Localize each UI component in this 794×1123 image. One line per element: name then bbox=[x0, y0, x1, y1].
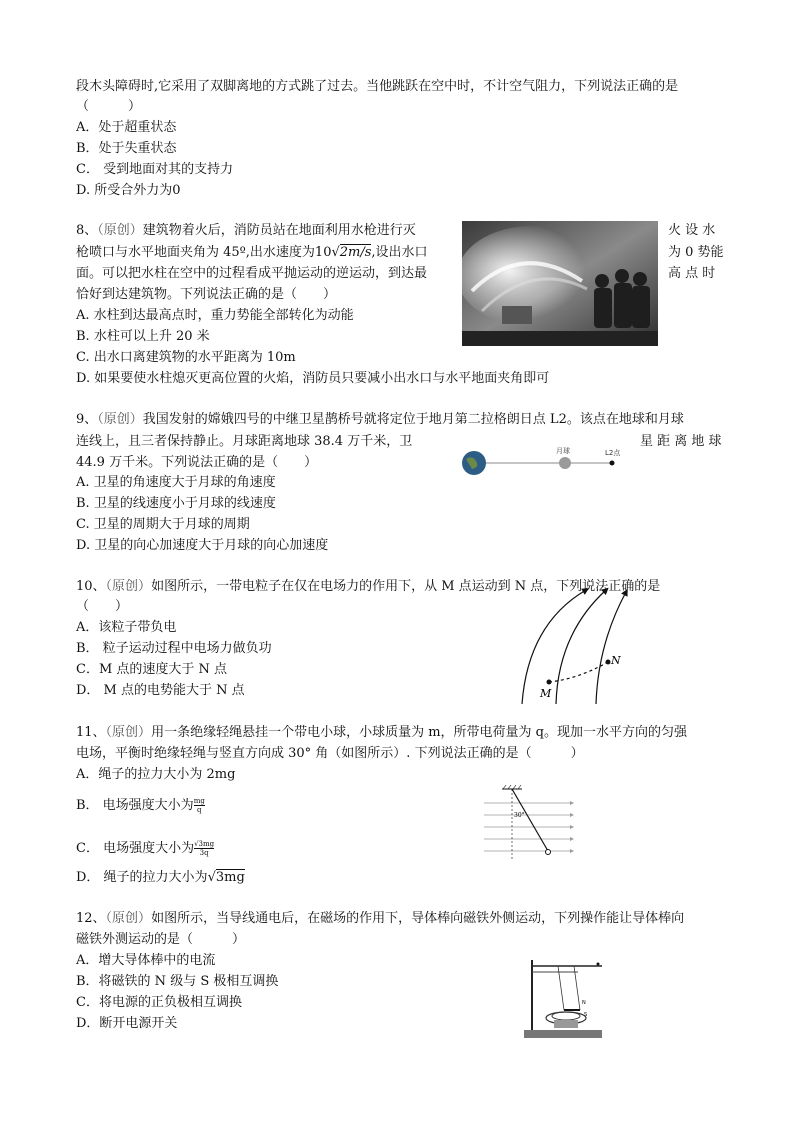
q10-option-d: D． M 点的电势能大于 N 点 bbox=[76, 683, 245, 698]
q11-option-b-fraction bbox=[194, 797, 205, 814]
q8-stem-line1 bbox=[76, 222, 416, 240]
q8-stem-line2 bbox=[76, 244, 428, 262]
magnet-conductor-apparatus bbox=[518, 952, 608, 1040]
q10-number: 10、 bbox=[76, 579, 106, 594]
moon-label: 月球 bbox=[556, 447, 570, 455]
l2-point-icon bbox=[610, 461, 615, 466]
q11-option-c bbox=[76, 840, 214, 858]
q8-source-tag: （原创） bbox=[97, 223, 143, 238]
sqrt-symbol: √ bbox=[331, 245, 340, 260]
q10-option-a: A．该粒子带负电 bbox=[76, 620, 177, 635]
q8-stem-text: 建筑物着火后，消防员站在地面利用水枪进行灭 bbox=[142, 223, 416, 238]
q11-number: 11、 bbox=[76, 725, 106, 740]
q7-stem-line1: 段木头障碍时,它采用了双脚离地的方式跳了过去。当他跳跃在空中时，不计空气阻力，下列说法正确的是 bbox=[76, 79, 679, 94]
q11-stem-line1 bbox=[76, 724, 687, 742]
q9-stem-line1 bbox=[76, 411, 684, 429]
q12-stem-line2: 磁铁外测运动的是（ ） bbox=[76, 932, 246, 947]
q8-stem-line1-right: 火 设 水 bbox=[668, 223, 716, 238]
q11-option-b-text: B． 电场强度大小为 bbox=[76, 798, 194, 813]
fraction-numerator: √3mg bbox=[194, 840, 215, 848]
earth-moon-l2-diagram bbox=[460, 439, 630, 483]
q7-option-c: C． 受到地面对其的支持力 bbox=[76, 162, 234, 177]
q11-option-d-text: D． 绳子的拉力大小为 bbox=[76, 870, 208, 885]
angle-label: 30° bbox=[514, 812, 525, 819]
q11-option-d-value: 3mg bbox=[215, 870, 245, 885]
q9-number: 9、 bbox=[76, 412, 98, 427]
q10-source-tag: （原创） bbox=[105, 579, 152, 594]
q11-stem-line2: 电场，平衡时绝缘轻绳与竖直方向成 30° 角（如图所示）. 下列说法正确的是（ ） bbox=[76, 746, 584, 761]
q9-stem-text: 我国发射的嫦娥四号的中继卫星鹊桥号就将定位于地月第二拉格朗日点 L2。该点在地球和月球 bbox=[142, 412, 684, 427]
q10-stem-line2: （ ） bbox=[76, 599, 129, 614]
q11-stem-text: 用一条绝缘轻绳悬挂一个带电小球，小球质量为 m，所带电荷量为 q。现加一水平方向的匀强 bbox=[151, 725, 687, 740]
q11-source-tag: （原创） bbox=[105, 725, 152, 740]
q11-option-c-fraction bbox=[194, 840, 214, 857]
q10-stem-text: 如图所示，一带电粒子在仅在电场力的作用下，从 M 点运动到 N 点，下列说法正确的是 bbox=[151, 579, 661, 594]
q8-stem-line2-right: 为 0 势能 bbox=[668, 245, 724, 260]
fraction-denominator: 3q bbox=[199, 849, 209, 857]
svg-text:S: S bbox=[584, 1012, 588, 1018]
q9-option-a: A. 卫星的角速度大于月球的角速度 bbox=[76, 475, 276, 490]
electric-field-diagram bbox=[518, 584, 638, 706]
q12-option-d: D．断开电源开关 bbox=[76, 1016, 178, 1031]
q8-speed-unit: 2m/s bbox=[339, 245, 372, 260]
q8-option-d: D. 如果要使水柱熄灭更高位置的火焰，消防员只要减小出水口与水平地面夹角即可 bbox=[76, 371, 550, 386]
point-n-label: N bbox=[611, 654, 621, 667]
q8-speed-tail: ,设出水口 bbox=[371, 245, 428, 260]
q12-option-b: B．将磁铁的 N 级与 S 极相互调换 bbox=[76, 974, 279, 989]
fraction-numerator: mg bbox=[193, 797, 205, 805]
q9-option-c: C. 卫星的周期大于月球的周期 bbox=[76, 517, 250, 532]
q8-stem-line3-right: 高 点 时 bbox=[668, 266, 716, 281]
q10-option-b: B． 粒子运动过程中电场力做负功 bbox=[76, 641, 272, 656]
firefighter-photo bbox=[462, 221, 658, 346]
q12-source-tag: （原创） bbox=[105, 911, 152, 926]
q12-stem-line1 bbox=[76, 910, 684, 928]
q8-option-a: A. 水柱到达最高点时，重力势能全部转化为动能 bbox=[76, 308, 354, 323]
q11-option-c-text: C． 电场强度大小为 bbox=[76, 841, 195, 856]
q7-option-a: A．处于超重状态 bbox=[76, 120, 177, 135]
q9-option-d: D. 卫星的向心加速度大于月球的向心加速度 bbox=[76, 538, 329, 553]
q12-number: 12、 bbox=[76, 911, 106, 926]
q9-stem-line2-right: 星 距 离 地 球 bbox=[640, 434, 722, 449]
fraction-denominator: q bbox=[197, 806, 202, 814]
q7-stem-line2: （ ） bbox=[76, 99, 142, 114]
l2-label: L2点 bbox=[605, 449, 621, 457]
q8-option-b: B. 水柱可以上升 20 米 bbox=[76, 329, 210, 344]
svg-text:N: N bbox=[582, 1000, 586, 1006]
q7-option-b: B．处于失重状态 bbox=[76, 141, 177, 156]
q8-stem-line3: 面。可以把水柱在空中的过程看成平抛运动的逆运动，到达最 bbox=[76, 266, 428, 281]
moon-icon bbox=[559, 457, 571, 469]
q9-source-tag: （原创） bbox=[97, 412, 143, 427]
q8-speed-text: 枪喷口与水平地面夹角为 45º,出水速度为10 bbox=[76, 245, 332, 260]
q9-stem-line2: 连线上，且三者保持静止。月球距离地球 38.4 万千米，卫 bbox=[76, 434, 413, 449]
q8-number: 8、 bbox=[76, 223, 98, 238]
q9-option-b: B. 卫星的线速度小于月球的线速度 bbox=[76, 496, 276, 511]
q12-option-c: C．将电源的正负极相互调换 bbox=[76, 995, 242, 1010]
q10-option-c: C．M 点的速度大于 N 点 bbox=[76, 662, 228, 677]
q11-option-d bbox=[76, 869, 245, 887]
charged-pendulum-diagram bbox=[480, 777, 576, 863]
q8-option-c: C. 出水口离建筑物的水平距离为 10m bbox=[76, 350, 296, 365]
q12-stem-text: 如图所示，当导线通电后，在磁场的作用下，导体棒向磁铁外侧运动，下列操作能让导体棒向 bbox=[151, 911, 685, 926]
q11-option-a: A．绳子的拉力大小为 2mg bbox=[76, 767, 236, 782]
point-m-label: M bbox=[540, 687, 552, 700]
q11-option-b bbox=[76, 797, 205, 815]
q12-option-a: A．增大导体棒中的电流 bbox=[76, 953, 216, 968]
sqrt-symbol: √ bbox=[207, 870, 216, 885]
earth-label: 地球 bbox=[464, 443, 478, 451]
q7-option-d: D. 所受合外力为0 bbox=[76, 183, 181, 198]
q9-stem-line3: 44.9 万千米。下列说法正确的是（ ） bbox=[76, 455, 318, 470]
q8-stem-line4: 恰好到达建筑物。下列说法正确的是（ ） bbox=[76, 287, 337, 302]
